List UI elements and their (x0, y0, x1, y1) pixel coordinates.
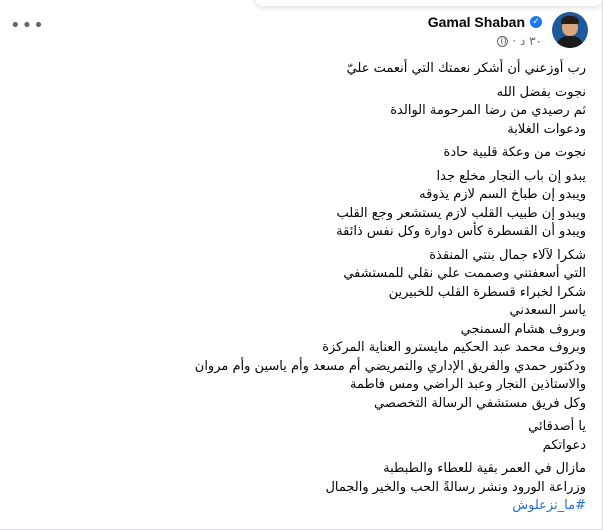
author-row (428, 14, 542, 30)
post-line: ودعوات الغلابة (507, 121, 586, 137)
post-line: وبروف محمد عبد الحكيم مايسترو العناية المركزة (322, 340, 586, 355)
post-line: مازال في العمر بقية للعطاء والطبطبة (383, 461, 586, 476)
post-line: يبدو إن باب النجار مخلع جدا (436, 168, 586, 184)
post-line: ودكتور حمدي والفريق الإداري والتمريضي أم مسعد وأم ياسين وأم مروان (194, 358, 586, 374)
post-line: والاستاذين النجار وعبد الراضي ومس فاطمة (349, 377, 586, 392)
post-text (26, 60, 586, 516)
post-line: ثم رصيدي من رضا المرحومة الوالدة (390, 103, 586, 118)
post-line: وزراعة الورود ونشر رسالةً الحب والخير والجمال (325, 479, 586, 495)
post-line: شكرا لآلاء جمال بنتي المنقذة (429, 247, 586, 263)
globe-icon[interactable] (497, 36, 508, 47)
post-line: نجوت بفضل الله (496, 84, 586, 100)
post-line: ويبدو إن طباخ السم لازم يذوقه (419, 187, 586, 202)
post-line: دعواتكم (542, 437, 586, 453)
post-header (0, 8, 602, 56)
post-line: التي أسعفتني وصممت علي نقلي للمستشفي (343, 266, 586, 281)
post-line: رب أوزعني أن أشكر نعمتك التي أنعمت عليّ (346, 61, 586, 76)
avatar[interactable] (552, 12, 588, 48)
post-line: شكرا لخبراء قسطرة القلب للخبيرين (388, 284, 586, 300)
avatar-shirt (556, 36, 584, 48)
post-line: وبروف هشام السمنجي (460, 321, 586, 337)
author-name[interactable]: Gamal Shaban (427, 14, 525, 30)
hashtag-link[interactable]: #ما_تزعلوش (512, 498, 586, 513)
post-line: ويبدو أن القسطرة كأس دوارة وكل نفس ذائقة (336, 224, 586, 239)
post-line: يا أصدقائي (528, 419, 586, 434)
verified-badge-icon: ✓ (530, 16, 542, 28)
avatar-hair (561, 16, 579, 24)
post-meta (497, 34, 542, 48)
more-options-button[interactable]: ••• (10, 15, 45, 36)
post-line: وكل فريق مستشفي الرسالة التخصصي (374, 395, 586, 411)
post-line: نجوت من وعكة قلبية حادة (443, 145, 586, 160)
post-timestamp[interactable]: ٣٠ د (519, 34, 542, 48)
post-line: ويبدو إن طبيب القلب لازم يستشعر وجع القلب (336, 205, 586, 221)
meta-separator: · (512, 34, 516, 48)
post-line: ياسر السعدني (509, 303, 586, 318)
popup-edge (255, 0, 603, 6)
